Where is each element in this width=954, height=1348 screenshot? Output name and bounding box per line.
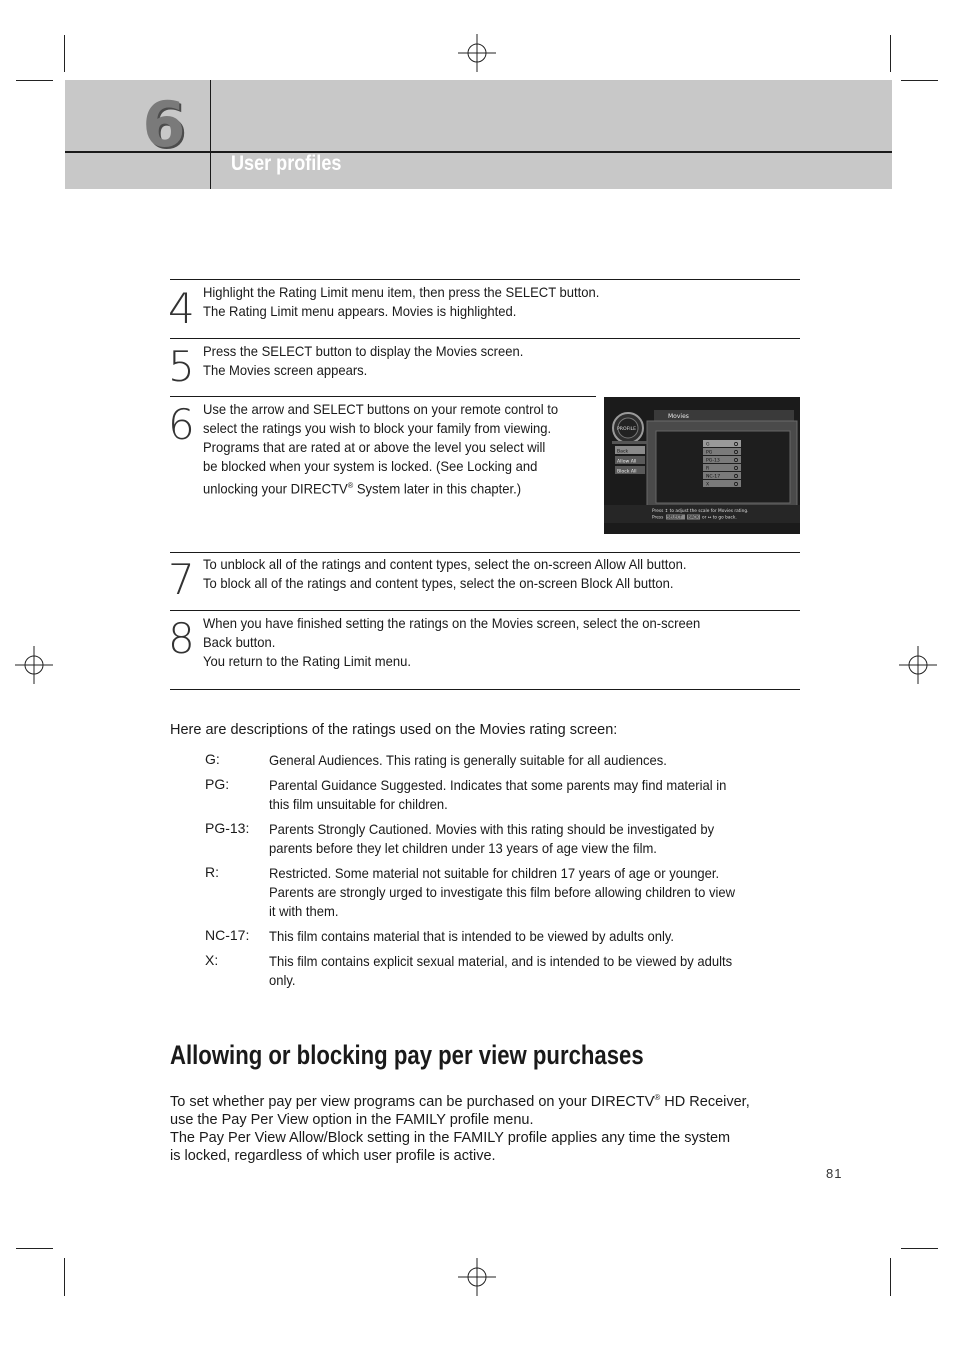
step-number: 4: [168, 284, 195, 333]
rating-option[interactable]: PG-13: [706, 458, 720, 464]
rating-label: G:: [205, 751, 220, 767]
rating-label: R:: [205, 864, 219, 880]
crop-mark: [16, 1248, 53, 1249]
step-line: Use the arrow and SELECT buttons on your remote control to: [203, 401, 559, 417]
page-number: 81: [826, 1166, 843, 1181]
step-line: select the ratings you wish to block your family from viewing.: [203, 420, 552, 436]
paragraph-part: HD Receiver,: [660, 1093, 750, 1110]
step-text: [203, 342, 523, 380]
chapter-number: 6: [142, 88, 184, 161]
step-line: To unblock all of the ratings and content types, select the on-screen Allow All button.: [203, 556, 687, 572]
step-number: 8: [168, 614, 195, 663]
step-line: [203, 476, 558, 499]
step-line: Press the SELECT button to display the Movies screen.: [203, 343, 524, 359]
rating-line: Parents are strongly urged to investigate this film before allowing children to view: [269, 884, 736, 900]
rating-description: [269, 927, 785, 946]
select-key-label: SELECT: [667, 514, 683, 520]
crop-mark: [64, 35, 65, 72]
rating-description: [269, 952, 785, 990]
rating-line: parents before they let children under 13 years of age view the film.: [269, 840, 657, 856]
step-line: When you have finished setting the ratings on the Movies screen, select the on-screen: [203, 615, 701, 631]
step-divider: [170, 338, 800, 339]
step-line: Programs that are rated at or above the level you select will: [203, 439, 546, 455]
section-title: User profiles: [231, 152, 342, 175]
registration-mark-icon: [899, 646, 937, 684]
screen-title: Movies: [668, 413, 689, 420]
movies-screen-image: [604, 397, 800, 534]
crop-mark: [890, 35, 891, 72]
movies-screen-screenshot: [604, 397, 800, 534]
step-number: 6: [168, 400, 195, 449]
step-line: Highlight the Rating Limit menu item, then press the SELECT button.: [203, 284, 600, 300]
step-line: Back button.: [203, 634, 276, 650]
registration-mark-icon: [458, 1258, 496, 1296]
crop-mark: [16, 80, 53, 81]
back-key-label: BACK: [688, 514, 699, 520]
rating-label: NC-17:: [205, 927, 250, 943]
registration-mark-icon: [458, 34, 496, 72]
step-text: [203, 283, 599, 321]
back-button[interactable]: Back: [617, 449, 629, 455]
step-line: The Movies screen appears.: [203, 362, 368, 378]
header-divider: [210, 80, 211, 189]
rating-description: [269, 776, 785, 814]
rating-line: Restricted. Some material not suitable for children 17 years of age or younger.: [269, 865, 720, 881]
crop-mark: [890, 1258, 891, 1296]
block-all-button[interactable]: Block All: [617, 469, 637, 475]
step-divider: [170, 689, 800, 690]
rating-label: X:: [205, 952, 219, 968]
rating-line: this film unsuitable for children.: [269, 796, 448, 812]
rating-option[interactable]: G: [706, 442, 710, 448]
paragraph-line: use the Pay Per View option in the FAMILY profile menu.: [170, 1111, 534, 1128]
step-number: 5: [168, 342, 195, 391]
screen-help-line: Press: [652, 515, 664, 521]
step-number: 7: [168, 555, 195, 604]
crop-mark: [64, 1258, 65, 1296]
registered-mark: ®: [654, 1093, 661, 1102]
step-line: be blocked when your system is locked. (See Locking and: [203, 458, 538, 474]
registered-mark: ®: [347, 481, 354, 490]
rating-description: [269, 751, 785, 770]
step-divider: [170, 610, 800, 611]
ratings-intro: Here are descriptions of the ratings used on the Movies rating screen:: [170, 722, 618, 738]
step-text: [203, 400, 558, 499]
section-heading: Allowing or blocking pay per view purchases: [170, 1040, 644, 1070]
rating-description: [269, 864, 785, 921]
crop-mark: [901, 80, 938, 81]
rating-line: only.: [269, 972, 296, 988]
screen-help-line: Press ↕ to adjust the scale for Movies rating.: [652, 509, 749, 514]
step-line: To block all of the ratings and content types, select the on-screen Block All button.: [203, 575, 674, 591]
step-divider: [170, 279, 800, 280]
screen-logo-text: PROFILE: [617, 427, 637, 432]
paragraph-line: is locked, regardless of which user profile is active.: [170, 1147, 496, 1164]
rating-option[interactable]: X: [706, 482, 710, 488]
rating-option[interactable]: PG: [706, 450, 713, 456]
step-text: [203, 614, 700, 671]
paragraph-part: To set whether pay per view programs can be purchased on your DIRECTV: [170, 1093, 655, 1110]
rating-line: it with them.: [269, 903, 339, 919]
step-divider: [170, 552, 800, 553]
rating-line: Parental Guidance Suggested. Indicates that some parents may find material in: [269, 777, 727, 793]
rating-line: This film contains material that is intended to be viewed by adults only.: [269, 928, 675, 944]
rating-line: General Audiences. This rating is generally suitable for all audiences.: [269, 752, 667, 768]
step-line-part: unlocking your DIRECTV: [203, 480, 348, 497]
rating-option[interactable]: NC-17: [706, 474, 721, 480]
rating-option[interactable]: R: [706, 466, 710, 472]
step-line-part: System later in this chapter.): [353, 480, 522, 497]
paragraph: [170, 1089, 830, 1165]
rating-line: Parents Strongly Cautioned. Movies with this rating should be investigated by: [269, 821, 715, 837]
step-text: [203, 555, 686, 593]
step-divider: [170, 396, 596, 397]
paragraph-line: [170, 1089, 830, 1111]
rating-line: This film contains explicit sexual material, and is intended to be viewed by adults: [269, 953, 733, 969]
registration-mark-icon: [15, 646, 53, 684]
rating-description: [269, 820, 785, 858]
screen-help-line: or ↔ to go back.: [702, 515, 737, 521]
allow-all-button[interactable]: Allow All: [617, 459, 637, 465]
rating-label: PG-13:: [205, 820, 250, 836]
step-line: The Rating Limit menu appears. Movies is highlighted.: [203, 303, 517, 319]
crop-mark: [901, 1248, 938, 1249]
paragraph-line: The Pay Per View Allow/Block setting in the FAMILY profile applies any time the system: [170, 1129, 731, 1146]
step-line: You return to the Rating Limit menu.: [203, 653, 411, 669]
rating-label: PG:: [205, 776, 230, 792]
